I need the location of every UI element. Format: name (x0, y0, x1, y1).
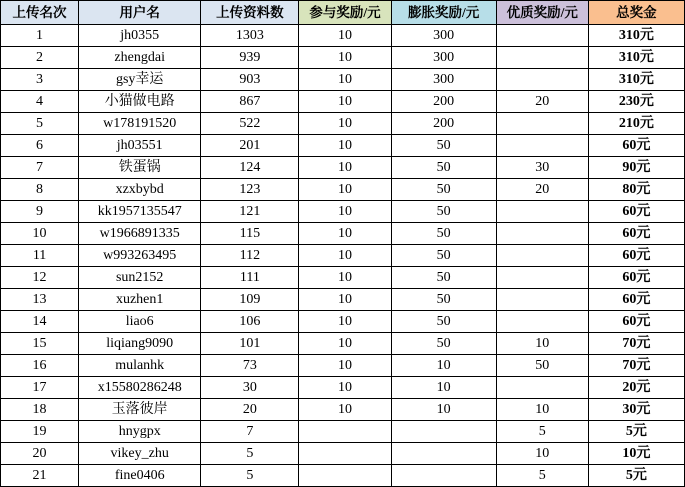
cell-rank: 15 (1, 333, 79, 355)
cell-quality: 50 (496, 355, 588, 377)
cell-user: jh0355 (79, 25, 201, 47)
cell-count: 5 (201, 443, 299, 465)
cell-quality: 5 (496, 421, 588, 443)
cell-bonus: 50 (391, 267, 496, 289)
table-body (1, 25, 685, 487)
cell-rank: 2 (1, 47, 79, 69)
cell-quality (496, 135, 588, 157)
cell-join (299, 421, 391, 443)
cell-bonus: 50 (391, 223, 496, 245)
cell-total: 60元 (588, 223, 684, 245)
cell-join: 10 (299, 201, 391, 223)
table-row (1, 465, 685, 487)
cell-total: 5元 (588, 421, 684, 443)
cell-total: 310元 (588, 47, 684, 69)
table-row (1, 245, 685, 267)
cell-quality (496, 25, 588, 47)
table-row (1, 157, 685, 179)
cell-join: 10 (299, 157, 391, 179)
cell-quality: 10 (496, 443, 588, 465)
cell-user: jh03551 (79, 135, 201, 157)
cell-bonus: 10 (391, 399, 496, 421)
header-row (1, 1, 685, 25)
cell-bonus: 50 (391, 201, 496, 223)
cell-count: 201 (201, 135, 299, 157)
cell-join: 10 (299, 355, 391, 377)
cell-total: 210元 (588, 113, 684, 135)
cell-count: 111 (201, 267, 299, 289)
cell-quality: 10 (496, 399, 588, 421)
cell-user: mulanhk (79, 355, 201, 377)
cell-total: 230元 (588, 91, 684, 113)
cell-rank: 11 (1, 245, 79, 267)
cell-quality (496, 311, 588, 333)
cell-rank: 3 (1, 69, 79, 91)
cell-count: 5 (201, 465, 299, 487)
cell-rank: 16 (1, 355, 79, 377)
cell-count: 123 (201, 179, 299, 201)
cell-user: 玉落彼岸 (79, 399, 201, 421)
cell-rank: 13 (1, 289, 79, 311)
cell-user: sun2152 (79, 267, 201, 289)
column-header-join: 参与奖励/元 (299, 1, 391, 25)
table-row (1, 25, 685, 47)
cell-rank: 19 (1, 421, 79, 443)
cell-quality (496, 267, 588, 289)
cell-user: xzxbybd (79, 179, 201, 201)
cell-count: 109 (201, 289, 299, 311)
cell-rank: 12 (1, 267, 79, 289)
cell-quality (496, 47, 588, 69)
cell-join: 10 (299, 135, 391, 157)
cell-bonus: 200 (391, 113, 496, 135)
cell-bonus: 50 (391, 179, 496, 201)
cell-rank: 9 (1, 201, 79, 223)
cell-count: 903 (201, 69, 299, 91)
cell-join: 10 (299, 245, 391, 267)
table-row (1, 201, 685, 223)
cell-rank: 21 (1, 465, 79, 487)
cell-bonus: 50 (391, 245, 496, 267)
cell-count: 121 (201, 201, 299, 223)
cell-user: vikey_zhu (79, 443, 201, 465)
cell-total: 70元 (588, 355, 684, 377)
cell-quality (496, 245, 588, 267)
cell-total: 5元 (588, 465, 684, 487)
cell-bonus: 50 (391, 157, 496, 179)
cell-total: 80元 (588, 179, 684, 201)
cell-join: 10 (299, 25, 391, 47)
cell-quality: 20 (496, 91, 588, 113)
cell-join: 10 (299, 267, 391, 289)
table-row (1, 223, 685, 245)
table-row (1, 443, 685, 465)
cell-join: 10 (299, 69, 391, 91)
table-row (1, 135, 685, 157)
cell-quality (496, 113, 588, 135)
table-row (1, 377, 685, 399)
cell-bonus: 300 (391, 25, 496, 47)
cell-rank: 8 (1, 179, 79, 201)
cell-total: 60元 (588, 267, 684, 289)
table-row (1, 47, 685, 69)
table-row (1, 399, 685, 421)
cell-count: 115 (201, 223, 299, 245)
table-row (1, 333, 685, 355)
cell-user: zhengdai (79, 47, 201, 69)
cell-quality: 5 (496, 465, 588, 487)
cell-join (299, 465, 391, 487)
cell-total: 310元 (588, 69, 684, 91)
cell-total: 310元 (588, 25, 684, 47)
cell-quality (496, 289, 588, 311)
column-header-bonus: 膨胀奖励/元 (391, 1, 496, 25)
cell-quality: 10 (496, 333, 588, 355)
cell-count: 30 (201, 377, 299, 399)
cell-join (299, 443, 391, 465)
cell-count: 1303 (201, 25, 299, 47)
cell-rank: 20 (1, 443, 79, 465)
table-row (1, 267, 685, 289)
cell-count: 7 (201, 421, 299, 443)
cell-user: liqiang9090 (79, 333, 201, 355)
cell-count: 124 (201, 157, 299, 179)
column-header-quality: 优质奖励/元 (496, 1, 588, 25)
table-row (1, 69, 685, 91)
cell-total: 60元 (588, 289, 684, 311)
cell-total: 60元 (588, 311, 684, 333)
cell-quality (496, 377, 588, 399)
cell-user: 小猫做电路 (79, 91, 201, 113)
cell-join: 10 (299, 333, 391, 355)
cell-count: 20 (201, 399, 299, 421)
cell-count: 73 (201, 355, 299, 377)
cell-bonus: 50 (391, 333, 496, 355)
cell-rank: 1 (1, 25, 79, 47)
cell-user: liao6 (79, 311, 201, 333)
cell-total: 60元 (588, 201, 684, 223)
cell-join: 10 (299, 399, 391, 421)
table-row (1, 355, 685, 377)
cell-total: 20元 (588, 377, 684, 399)
cell-total: 10元 (588, 443, 684, 465)
cell-total: 70元 (588, 333, 684, 355)
column-header-user: 用户名 (79, 1, 201, 25)
cell-rank: 18 (1, 399, 79, 421)
cell-user: 铁蛋锅 (79, 157, 201, 179)
cell-user: w178191520 (79, 113, 201, 135)
cell-total: 30元 (588, 399, 684, 421)
cell-rank: 17 (1, 377, 79, 399)
cell-user: w1966891335 (79, 223, 201, 245)
table-row (1, 113, 685, 135)
cell-rank: 7 (1, 157, 79, 179)
cell-bonus (391, 421, 496, 443)
cell-rank: 6 (1, 135, 79, 157)
cell-join: 10 (299, 113, 391, 135)
cell-rank: 10 (1, 223, 79, 245)
cell-bonus (391, 443, 496, 465)
cell-bonus: 200 (391, 91, 496, 113)
cell-bonus: 300 (391, 69, 496, 91)
cell-user: gsy幸运 (79, 69, 201, 91)
cell-bonus: 10 (391, 355, 496, 377)
cell-bonus: 300 (391, 47, 496, 69)
cell-join: 10 (299, 223, 391, 245)
cell-bonus: 10 (391, 377, 496, 399)
cell-bonus: 50 (391, 135, 496, 157)
cell-user: x15580286248 (79, 377, 201, 399)
cell-count: 101 (201, 333, 299, 355)
cell-bonus (391, 465, 496, 487)
cell-join: 10 (299, 289, 391, 311)
cell-user: w993263495 (79, 245, 201, 267)
cell-user: fine0406 (79, 465, 201, 487)
column-header-rank: 上传名次 (1, 1, 79, 25)
table-row (1, 289, 685, 311)
table-row (1, 179, 685, 201)
table-header (1, 1, 685, 25)
column-header-count: 上传资料数 (201, 1, 299, 25)
cell-count: 112 (201, 245, 299, 267)
table-row (1, 311, 685, 333)
cell-join: 10 (299, 47, 391, 69)
cell-count: 106 (201, 311, 299, 333)
cell-bonus: 50 (391, 311, 496, 333)
cell-join: 10 (299, 179, 391, 201)
cell-count: 939 (201, 47, 299, 69)
cell-join: 10 (299, 91, 391, 113)
cell-user: xuzhen1 (79, 289, 201, 311)
cell-rank: 14 (1, 311, 79, 333)
cell-rank: 4 (1, 91, 79, 113)
cell-bonus: 50 (391, 289, 496, 311)
cell-count: 522 (201, 113, 299, 135)
cell-count: 867 (201, 91, 299, 113)
cell-join: 10 (299, 311, 391, 333)
cell-total: 90元 (588, 157, 684, 179)
cell-quality: 30 (496, 157, 588, 179)
cell-join: 10 (299, 377, 391, 399)
cell-total: 60元 (588, 245, 684, 267)
cell-quality: 20 (496, 179, 588, 201)
cell-quality (496, 223, 588, 245)
cell-quality (496, 69, 588, 91)
cell-total: 60元 (588, 135, 684, 157)
table-row (1, 421, 685, 443)
cell-user: hnygpx (79, 421, 201, 443)
cell-quality (496, 201, 588, 223)
column-header-total: 总奖金 (588, 1, 684, 25)
cell-rank: 5 (1, 113, 79, 135)
table-row (1, 91, 685, 113)
cell-user: kk1957135547 (79, 201, 201, 223)
